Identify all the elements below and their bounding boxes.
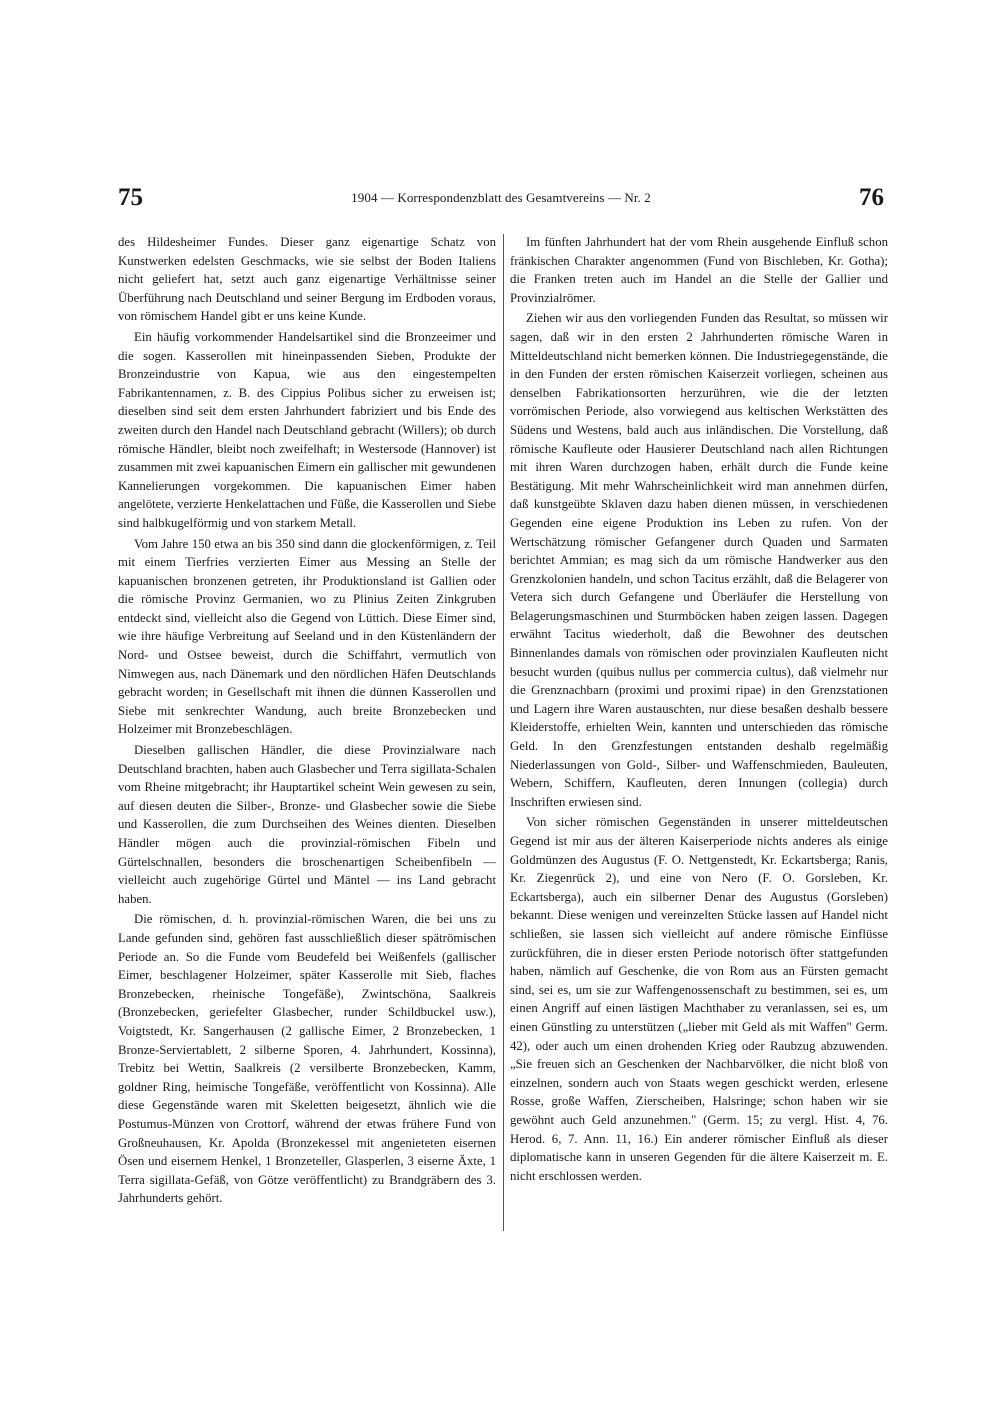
right-column: [510, 233, 888, 1185]
page-number-right: 76: [859, 184, 884, 211]
paragraph: Dieselben gallischen Händler, die diese Provinzialware nach Deutschland brachten, haben auch Glasbecher und Terra sigillata-Schalen vom Rheine mitgebracht; ihr Hauptartikel scheint Wein gewesen zu sein, auf diesen deuten die Silber-, Bronze- und Glasbecher sowie die Siebe und Kasserollen, die zum Durchseihen des Weines dienten. Dieselben Händler mögen auch die provinzial-römischen Fibeln und Gürtelschnallen, besonders die broschenartigen Scheibenfibeln — vielleicht auch zugehörige Gürtel und Mäntel — ins Land gebracht haben.: [118, 743, 496, 906]
paragraph: Im fünften Jahrhundert hat der vom Rhein ausgehende Einfluß schon fränkischen Charakter angenommen (Fund von Bischleben, Kr. Gotha); die Franken treten auch im Handel an die Stelle der Gallier und Provinzialrömer.: [510, 235, 888, 305]
paragraph: des Hildesheimer Fundes. Dieser ganz eigenartige Schatz von Kunstwerken edelsten Geschmacks, wie sie selbst der Boden Italiens nicht geliefert hat, setzt auch ganz eigenartige Verhältnisse seiner Überführung nach Deutschland und seiner Bergung im Erdboden voraus, von römischem Handel gibt er uns keine Kunde.: [118, 235, 496, 324]
page-number-left: 75: [118, 184, 143, 211]
running-title: 1904 — Korrespondenzblatt des Gesamtvereins — Nr. 2: [351, 190, 651, 205]
column-divider: [503, 234, 504, 1231]
paragraph: Die römischen, d. h. provinzial-römischen Waren, die bei uns zu Lande gefunden sind, gehören fast ausschließlich dieser spätrömischen Periode an. So die Funde vom Beudefeld bei Weißenfels (gallischer Eimer, beschlagener Holzeimer, später Kasserolle mit Sieb, flaches Bronzebecken, rheinische Tongefäße), Zwintschöna, Saalkreis (Bronzebecken, geriefelter Glasbecher, runder Schildbuckel usw.), Voigtstedt, Kr. Sangerhausen (2 gallische Eimer, 2 Bronzebecken, 1 Bronze-Serviertablett, 2 silberne Sporen, 4. Jahrhundert, Kossinna), Trebitz bei Wettin, Saalkreis (2 versilberte Bronzebecken, Kamm, goldner Ring, heimische Tongefäße, veröffentlicht von Kossinna). Alle diese Gegenstände waren mit Skeletten beigesetzt, ähnlich wie die Postumus-Münzen von Crottorf, während der etwas frühere Fund von Großneuhausen, Kr. Apolda (Bronzekessel mit angenieteten eisernen Ösen und eisernem Henkel, 1 Bronzeteller, Glasperlen, 3 eiserne Äxte, 1 Terra sigillata-Gefäß, von Götze veröffentlicht) zu Brandgräbern des 3. Jahrhunderts gehört.: [118, 912, 496, 1206]
paragraph: Ziehen wir aus den vorliegenden Funden das Resultat, so müssen wir sagen, daß wir in den ersten 2 Jahrhunderten römische Waren in Mitteldeutschland nicht bemerken können. Die Industriegegenstände, die in den Funden der ersten römischen Kaiserzeit vorliegen, scheinen aus denselben Fabrikationsorten herzurühren, wie die der letzten vorrömischen Periode, also vorwiegend aus keltischen Werkstätten des Südens und Westens, bald auch aus inländischen. Die Vorstellung, daß römische Kaufleute oder Hausierer Deutschland nach allen Richtungen mit ihren Waren durchzogen haben, erhält durch die Funde keine Bestätigung. Mit mehr Wahrscheinlichkeit wird man annehmen dürfen, daß kunstgeübte Sklaven dazu haben dienen müssen, in verschiedenen Gegenden eine eigene Produktion ins Leben zu rufen. Von der Wertschätzung römischer Gefangener durch Quaden und Sarmaten berichtet Ammian; es mag sich da um römische Handwerker aus den Grenzkolonien handeln, und schon Tacitus erzählt, daß die Belagerer von Vetera sich durch Gefangene und Überläufer die Herstellung von Belagerungsmaschinen und Sturmböcken haben zeigen lassen. Dagegen erwähnt Tacitus wiederholt, daß die Bewohner des deutschen Binnenlandes damals von römischen oder provinzialen Kaufleuten nicht besucht wurden (quibus nullus per commercia cultus), daß vielmehr nur die Grenznachbarn (proximi und proximi ripae) in den Grenzstationen und Lagern ihre Waren austauschten, nur diese besaßen deshalb bessere Kleiderstoffe, erhielten Wein, kannten und unterschieden das römische Geld. In den Grenzfestungen entstanden deshalb regelmäßig Niederlassungen von Gold-, Silber- und Waffenschmieden, Bauleuten, Webern, Schiffern, Kaufleuten, deren Innungen (collegia) durch Inschriften erwiesen sind.: [510, 311, 888, 809]
left-column: [118, 233, 496, 1208]
paragraph: Vom Jahre 150 etwa an bis 350 sind dann die glockenförmigen, z. Teil mit einem Tierfries verzierten Eimer aus Messing an Stelle der kapuanischen bronzenen getreten, ihr Produktionsland ist Gallien oder die römische Provinz Germanien, wo zu Plinius Zeiten Zinkgruben entdeckt sind, vielleicht also die Gegend von Lüttich. Diese Eimer sind, wie ihre häufige Verbreitung auf Seeland und in den Küstenländern der Nord- und Ostsee beweist, durch die Schiffahrt, vermutlich von Nimwegen aus, nach Dänemark und den nördlichen Häfen Deutschlands gebracht worden; in Gesellschaft mit ihnen die dünnen Kasserollen und Siebe mit senkrechter Wandung, auch breite Bronzebecken und Holzeimer mit Bronzebeschlägen.: [118, 536, 496, 737]
paragraph: Ein häufig vorkommender Handelsartikel sind die Bronzeeimer und die sogen. Kasserollen mit hineinpassenden Sieben, Produkte der Bronzeindustrie von Kapua, wie aus den eingestempelten Fabrikantennamen, z. B. des Cippius Polibus sicher zu erweisen ist; dieselben sind seit dem ersten Jahrhundert fabriziert und bis Ende des zweiten durch den Handel nach Deutschland gebracht (Willers); ob durch römische Händler, bleibt noch zweifelhaft; in Westersode (Hannover) ist zusammen mit zwei kapuanischen Eimern ein gallischer mit gewundenen Kannelierungen vorgekommen. Die kapuanischen Eimer haben angelötete, verzierte Henkelattachen und Füße, die Kasserollen und Siebe sind halbkugelförmig und von starkem Metall.: [118, 329, 496, 530]
page-header: [118, 184, 884, 224]
paragraph: Von sicher römischen Gegenständen in unserer mitteldeutschen Gegend ist mir aus der älteren Kaiserperiode nichts anderes als einige Goldmünzen des Augustus (F. O. Nettgenstedt, Kr. Eckartsberga; Ranis, Kr. Ziegenrück 2), und eine von Nero (F. O. Gorsleben, Kr. Eckartsberga), auch ein silberner Denar des Augustus (Gorsleben) bekannt. Diese wenigen und vereinzelten Stücke lassen auf Handel nicht schließen, sie lassen sich vielleicht auf andere römische Einflüsse zurückführen, die in dieser ersten Periode notorisch öfter stattgefunden haben, nämlich auf Geschenke, die von Rom aus an Fürsten gemacht sind, sei es, um sie zur Waffengenossenschaft zu bestimmen, sei es, um einen Angriff auf einen lästigen Machthaber zu veranlassen, sei es, um einen Günstling zu unterstützen („lieber mit Geld als mit Waffen" Germ. 42), oder auch um einen drohenden Krieg oder Raubzug abzuwenden. „Sie freuen sich an Geschenken der Nachbarvölker, die nicht bloß von einzelnen, sondern auch von Staats wegen geschickt werden, erlesene Rosse, große Waffen, Zierscheiben, Halsringe; schon haben wir sie gewöhnt auch Geld anzunehmen." (Germ. 15; zu vergl. Hist. 4, 76. Herod. 6, 7. Ann. 11, 16.) Ein anderer römischer Einfluß als dieser diplomatische kann in unseren Gegenden für die ältere Kaiserzeit m. E. nicht erschlossen werden.: [510, 815, 888, 1183]
